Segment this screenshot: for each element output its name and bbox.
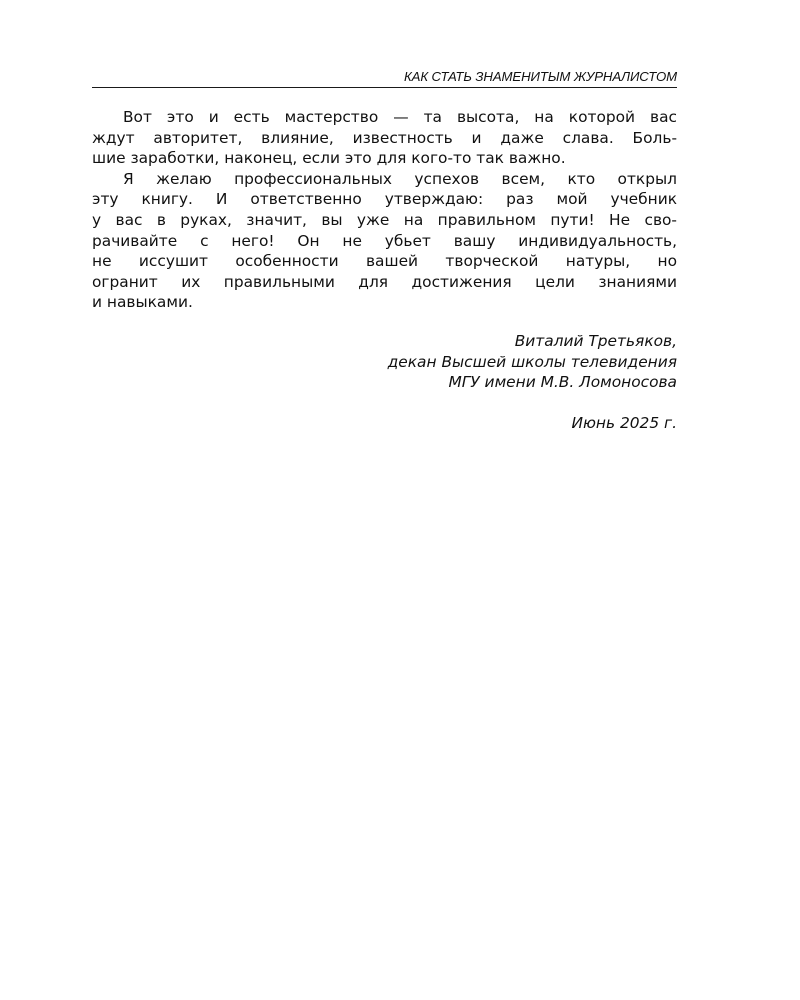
running-header xyxy=(92,66,677,88)
signature-block xyxy=(92,331,677,433)
text-line: эту книгу. И ответственно утверждаю: раз мой учебник xyxy=(92,190,677,209)
running-title: КАК СТАТЬ ЗНАМЕНИТЫМ ЖУРНАЛИСТОМ xyxy=(403,69,677,84)
paragraph xyxy=(92,169,677,313)
text-line: не иссушит особенности вашей творческой натуры, но xyxy=(92,252,677,271)
author-position: декан Высшей школы телевидения xyxy=(387,352,677,371)
body-text xyxy=(92,107,677,313)
text-line: и навыками. xyxy=(92,293,193,312)
text-line: ждут авторитет, влияние, известность и даже слава. Боль- xyxy=(92,128,677,147)
text-line: рачивайте с него! Он не убьет вашу индивидуальность, xyxy=(92,231,677,250)
text-line: огранит их правильными для достижения цели знаниями xyxy=(92,272,677,291)
text-line: Я желаю профессиональных успехов всем, кто открыл xyxy=(123,169,677,188)
text-line: Вот это и есть мастерство — та высота, на которой вас xyxy=(123,108,677,126)
text-line: у вас в руках, значит, вы уже на правильном пути! Не сво- xyxy=(92,210,677,229)
paragraph xyxy=(92,107,677,169)
text-line: шие заработки, наконец, если это для кого-то так важно. xyxy=(92,149,566,168)
author-institution: МГУ имени М.В. Ломоносова xyxy=(448,373,677,392)
author-name: Виталий Третьяков, xyxy=(514,332,677,350)
date: Июнь 2025 г. xyxy=(571,413,677,432)
